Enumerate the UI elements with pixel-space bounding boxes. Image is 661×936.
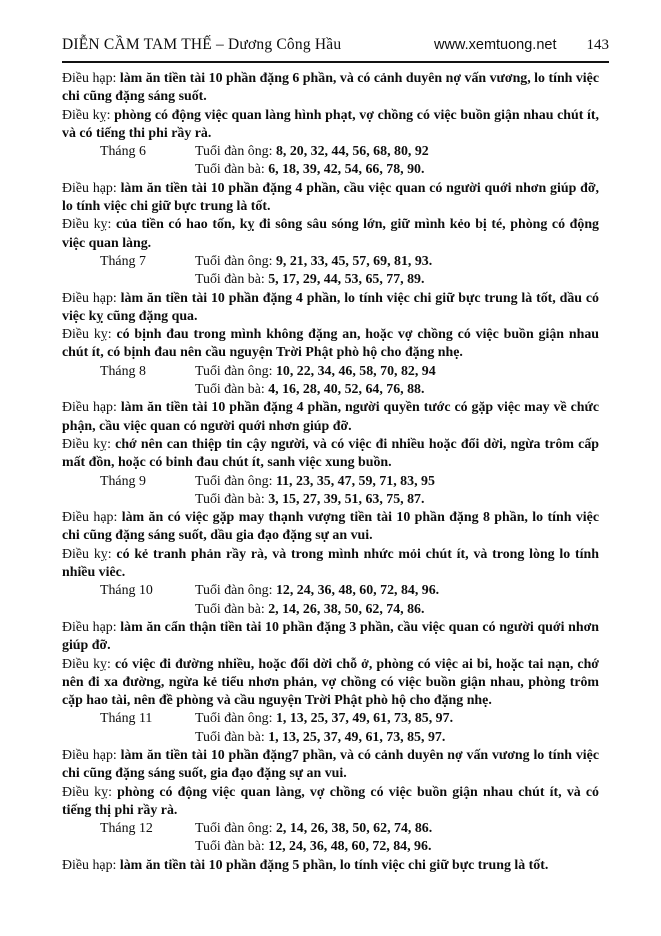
men-ages-label: Tuổi đàn ông:	[195, 711, 273, 727]
month-men-row	[62, 710, 599, 728]
month-men-row	[62, 363, 599, 381]
paragraph-text: phòng có động việc quan làng, vợ chồng có việc buồn giận nhau chút ít, và có tiếng thị phi rầy rà.	[62, 784, 599, 818]
month-women-row	[62, 271, 599, 289]
paragraph-text: có bịnh đau trong mình không đặng an, hoặc vợ chồng có việc buồn giận nhau chút ít, có bịnh đau nên cầu nguyện Trời Phật phò hộ cho đặng nhẹ.	[62, 327, 599, 361]
month-men-row	[62, 473, 599, 491]
month-label: Tháng 12	[100, 821, 153, 837]
women-ages-label: Tuổi đàn bà:	[195, 729, 265, 745]
women-ages-label: Tuổi đàn bà:	[195, 601, 265, 617]
paragraph-text: chớ nên can thiệp tin cậy người, và có việc đi nhiều hoặc đổi dời, ngừa trôm cấp mất đồn, hoặc có binh đau chút ít, sanh việc xung buồn.	[62, 436, 599, 471]
month-label: Tháng 10	[100, 583, 153, 599]
women-ages-line	[195, 730, 445, 745]
paragraph	[62, 747, 599, 784]
women-ages-values: 5, 17, 29, 44, 53, 65, 77, 89.	[268, 272, 425, 288]
month-men-row	[62, 582, 599, 600]
page-header	[62, 36, 609, 63]
men-ages-label: Tuổi đàn ông:	[195, 253, 273, 269]
paragraph-text: làm ăn tiền tài 10 phần đặng 4 phần, lo tính việc chi giữ bực trung là tốt, dầu có việc kỵ cũng đặng qua.	[62, 290, 600, 324]
paragraph-label: Điều kỵ:	[62, 327, 112, 343]
month-block	[62, 582, 599, 619]
men-ages-line	[195, 711, 453, 726]
paragraph-label: Điều kỵ:	[62, 107, 111, 123]
women-ages-values: 2, 14, 26, 38, 50, 62, 74, 86.	[268, 601, 425, 617]
paragraph	[62, 290, 599, 327]
women-ages-values: 12, 24, 36, 48, 60, 72, 84, 96.	[268, 839, 432, 855]
men-ages-values: 2, 14, 26, 38, 50, 62, 74, 86.	[275, 821, 433, 837]
month-women-row	[62, 381, 599, 399]
paragraph-label: Điều hạp:	[62, 510, 118, 526]
women-ages-line	[195, 492, 424, 507]
paragraph	[62, 399, 599, 436]
women-ages-values: 1, 13, 25, 37, 49, 61, 73, 85, 97.	[268, 729, 446, 745]
paragraph-text: làm ăn tiền tài 10 phần đặng 6 phần, và có cảnh duyên nợ vấn vương, lo tính việc chi cũng đặng sáng suốt.	[62, 71, 600, 105]
paragraph	[62, 107, 599, 144]
men-ages-values: 12, 24, 36, 48, 60, 72, 84, 96.	[275, 583, 440, 599]
paragraph-text: của tiền có hao tốn, kỵ đi sông sâu sóng lớn, giữ mình kẻo bị té, phòng có động việc quan làng.	[62, 217, 599, 251]
month-women-row	[62, 729, 599, 747]
men-ages-values: 1, 13, 25, 37, 49, 61, 73, 85, 97.	[275, 711, 454, 727]
women-ages-label: Tuổi đàn bà:	[195, 162, 265, 178]
month-women-row	[62, 161, 599, 179]
women-ages-values: 3, 15, 27, 39, 51, 63, 75, 87.	[268, 491, 425, 507]
month-men-row	[62, 253, 599, 271]
paragraph-text: làm ăn cẩn thận tiền tài 10 phần đặng 3 phần, cầu việc quan có người quới nhơn giúp đỡ.	[62, 619, 599, 654]
paragraph	[62, 619, 599, 656]
men-ages-label: Tuổi đàn ông:	[195, 144, 273, 160]
paragraph-label: Điều kỵ:	[62, 436, 111, 452]
month-block	[62, 710, 599, 747]
month-women-row	[62, 838, 599, 856]
paragraph	[62, 857, 599, 875]
paragraph-text: phòng có động việc quan làng hình phạt, vợ chồng có việc buồn giận nhau chút ít, và có tiếng thi phi rầy rà.	[62, 107, 599, 141]
paragraph	[62, 216, 599, 253]
women-ages-line	[195, 602, 424, 617]
men-ages-label: Tuổi đàn ông:	[195, 583, 273, 599]
paragraph-label: Điều kỵ:	[62, 784, 112, 800]
paragraph-label: Điều hạp:	[62, 619, 117, 635]
month-women-row	[62, 601, 599, 619]
paragraph-text: có việc đi đường nhiều, hoặc đổi dời chỗ ở, phòng có việc ai bi, hoặc tai nạn, chớ nên đi xa đường, ngừa kẻ tiểu nhơn phản, vợ chồng có việc buồn giận nhau, phòng trôm cặp hao tài, nên đề phòng và cầu nguyện Trời Phật phò hộ cho đặng nhẹ.	[62, 656, 599, 709]
men-ages-line	[195, 583, 439, 598]
paragraph	[62, 509, 599, 546]
women-ages-line	[195, 382, 424, 397]
month-block	[62, 820, 599, 857]
header-right	[434, 37, 609, 54]
men-ages-line	[195, 821, 432, 836]
paragraph	[62, 656, 599, 711]
paragraph	[62, 70, 599, 107]
month-block	[62, 253, 599, 290]
website-url: www.xemtuong.net	[433, 37, 557, 53]
month-men-row	[62, 143, 599, 161]
document-body	[62, 70, 599, 875]
paragraph-text: làm ăn tiền tài 10 phần đặng 5 phần, lo tính việc chi giữ bực trung là tốt.	[119, 857, 549, 873]
paragraph-label: Điều hạp:	[62, 290, 117, 306]
month-label: Tháng 11	[100, 711, 153, 727]
men-ages-label: Tuổi đàn ông:	[195, 821, 273, 837]
women-ages-line	[195, 272, 424, 287]
men-ages-label: Tuổi đàn ông:	[195, 363, 273, 379]
men-ages-line	[195, 254, 432, 269]
men-ages-line	[195, 364, 436, 379]
paragraph-text: làm ăn tiền tài 10 phần đặng7 phần, và có cảnh duyên nợ vấn vương lo tính việc chi cũng đặng sáng suốt, gia đạo đặng sự an vui.	[62, 747, 599, 782]
month-label: Tháng 9	[100, 473, 146, 489]
page-number: 143	[586, 37, 609, 53]
paragraph-label: Điều kỵ:	[62, 217, 112, 233]
month-women-row	[62, 491, 599, 509]
women-ages-label: Tuổi đàn bà:	[195, 839, 265, 855]
paragraph-label: Điều kỵ:	[62, 656, 111, 672]
women-ages-line	[195, 162, 424, 177]
women-ages-values: 6, 18, 39, 42, 54, 66, 78, 90.	[268, 162, 425, 178]
women-ages-values: 4, 16, 28, 40, 52, 64, 76, 88.	[268, 382, 425, 398]
men-ages-line	[195, 474, 435, 489]
men-ages-values: 10, 22, 34, 46, 58, 70, 82, 94	[275, 363, 436, 379]
month-label: Tháng 8	[100, 363, 146, 379]
paragraph-text: làm ăn tiền tài 10 phần đặng 4 phần, cầu việc quan có người quới nhơn giúp đỡ, lo tính việc chi giữ bực trung là tốt.	[62, 180, 600, 215]
month-label: Tháng 6	[100, 144, 146, 160]
month-block	[62, 143, 599, 180]
men-ages-line	[195, 144, 429, 159]
paragraph	[62, 784, 599, 821]
women-ages-line	[195, 839, 431, 854]
paragraph-label: Điều hạp:	[62, 71, 117, 86]
paragraph	[62, 326, 599, 363]
paragraph-label: Điều hạp:	[62, 180, 117, 196]
paragraph-label: Điều hạp:	[62, 747, 117, 763]
men-ages-values: 11, 23, 35, 47, 59, 71, 83, 95	[275, 473, 435, 489]
paragraph-label: Điều hạp:	[62, 857, 117, 873]
women-ages-label: Tuổi đàn bà:	[195, 491, 265, 507]
month-block	[62, 473, 599, 510]
paragraph-label: Điều kỵ:	[62, 546, 112, 562]
women-ages-label: Tuổi đàn bà:	[195, 272, 265, 288]
paragraph-text: có kẻ tranh phản rầy rà, và trong mình nhức mỏi chút ít, và trong lòng lo tính nhiều viêc.	[62, 546, 599, 581]
month-men-row	[62, 820, 599, 838]
month-label: Tháng 7	[100, 253, 146, 269]
paragraph-label: Điều hạp:	[62, 400, 117, 416]
paragraph-text: làm ăn tiền tài 10 phần đặng 4 phần, người quyền tước có gặp việc may về chức phận, cầu việc quan có người quới nhơn giúp đỡ.	[62, 400, 599, 434]
women-ages-label: Tuổi đàn bà:	[195, 382, 265, 398]
men-ages-values: 9, 21, 33, 45, 57, 69, 81, 93.	[275, 253, 433, 269]
month-block	[62, 363, 599, 400]
book-title: DIỄN CẦM TAM THẾ – Dương Công Hầu	[62, 36, 342, 53]
paragraph	[62, 436, 599, 473]
men-ages-values: 8, 20, 32, 44, 56, 68, 80, 92	[275, 144, 429, 160]
paragraph	[62, 180, 599, 217]
paragraph-text: làm ăn có việc gặp may thạnh vượng tiền tài 10 phần đặng 8 phần, lo tính việc chi cũng đặng sáng suốt, dầu gia đạo đặng sự an vui.	[62, 510, 599, 544]
men-ages-label: Tuổi đàn ông:	[195, 473, 273, 489]
paragraph	[62, 546, 599, 583]
